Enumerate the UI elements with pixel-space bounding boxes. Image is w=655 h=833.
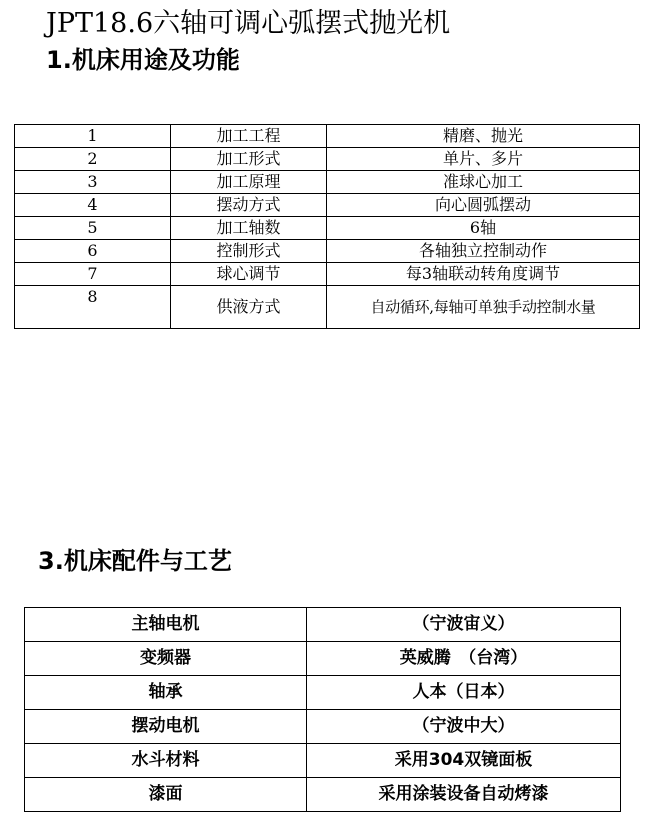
row-item: 加工原理 [171,171,327,194]
part-name: 主轴电机 [25,608,307,642]
part-value: 英威腾 （台湾） [307,642,621,676]
row-item: 加工形式 [171,148,327,171]
table-row [25,642,621,676]
table-row [25,676,621,710]
row-number: 8 [15,286,171,329]
row-value: 精磨、抛光 [327,125,640,148]
table-row [15,263,640,286]
row-value: 自动循环,每轴可单独手动控制水量 [327,286,640,329]
document-title: JPT18.6六轴可调心弧摆式抛光机 [46,8,451,39]
row-item: 供液方式 [171,286,327,329]
parts-table [24,607,621,812]
table-row [15,194,640,217]
table-row [15,148,640,171]
part-value: （宁波中大） [307,710,621,744]
row-number: 2 [15,148,171,171]
table-row [15,125,640,148]
table-row [25,710,621,744]
row-value: 6轴 [327,217,640,240]
row-item: 摆动方式 [171,194,327,217]
row-value: 每3轴联动转角度调节 [327,263,640,286]
function-table [14,124,640,329]
part-name: 漆面 [25,778,307,812]
row-number: 6 [15,240,171,263]
part-value: 人本（日本） [307,676,621,710]
row-item: 加工轴数 [171,217,327,240]
row-item: 控制形式 [171,240,327,263]
part-value: （宁波宙义） [307,608,621,642]
section-1-heading: 1.机床用途及功能 [46,46,240,74]
table-row [15,286,640,329]
table-row [15,240,640,263]
table-row [15,217,640,240]
table-row [15,171,640,194]
row-number: 5 [15,217,171,240]
part-value: 采用304双镜面板 [307,744,621,778]
row-number: 3 [15,171,171,194]
row-item: 球心调节 [171,263,327,286]
row-value: 各轴独立控制动作 [327,240,640,263]
row-number: 1 [15,125,171,148]
row-number: 7 [15,263,171,286]
row-value: 单片、多片 [327,148,640,171]
row-value: 向心圆弧摆动 [327,194,640,217]
section-3-heading: 3.机床配件与工艺 [38,547,232,575]
row-value: 准球心加工 [327,171,640,194]
row-item: 加工工程 [171,125,327,148]
part-name: 摆动电机 [25,710,307,744]
table-row [25,744,621,778]
row-number: 4 [15,194,171,217]
table-row [25,778,621,812]
part-name: 水斗材料 [25,744,307,778]
part-name: 变频器 [25,642,307,676]
part-name: 轴承 [25,676,307,710]
part-value: 采用涂装设备自动烤漆 [307,778,621,812]
table-row [25,608,621,642]
